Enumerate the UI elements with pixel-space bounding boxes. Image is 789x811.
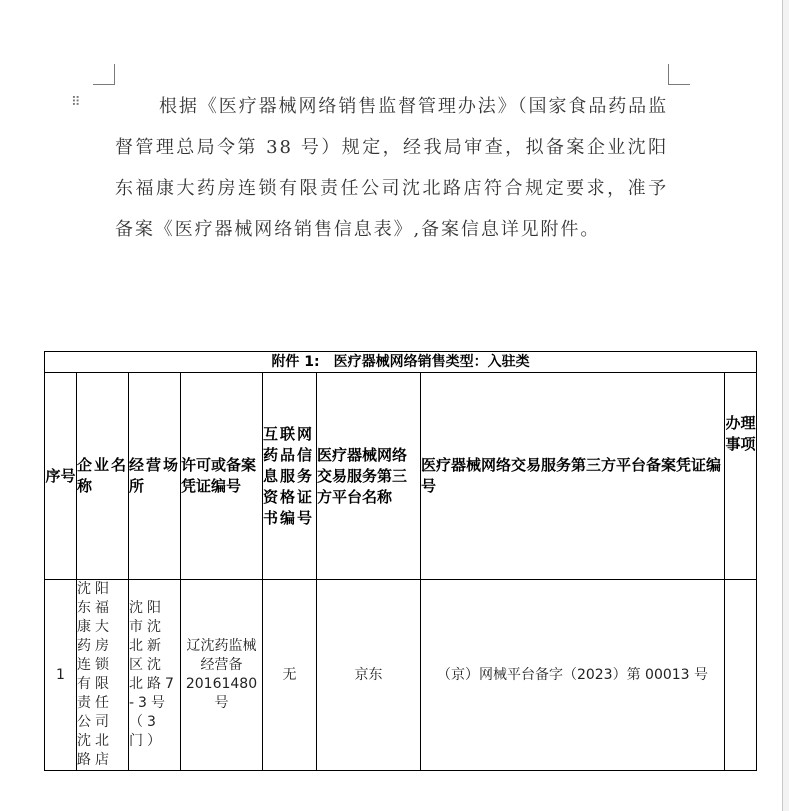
page-edge-shadow: [783, 0, 789, 811]
table-header-row: [45, 373, 757, 580]
cell-license: 辽沈药监械经营备20161480号: [181, 580, 263, 771]
header-platform-cert: 医疗器械网络交易服务第三方平台备案凭证编号: [421, 373, 725, 580]
crop-mark-left-horizontal: [93, 84, 115, 85]
header-company: 企业名称: [77, 373, 129, 580]
header-seq: 序号: [45, 373, 77, 580]
table-row: [45, 580, 757, 771]
filing-info-table: [44, 351, 757, 771]
header-license: 许可或备案凭证编号: [181, 373, 263, 580]
crop-mark-right-horizontal: [668, 84, 690, 85]
header-platform-name: 医疗器械网络交易服务第三方平台名称: [317, 373, 421, 580]
cell-platform-name: 京东: [317, 580, 421, 771]
cell-platform-cert: （京）网械平台备字（2023）第 00013 号: [421, 580, 725, 771]
header-action: 办理事项: [725, 373, 757, 580]
cell-internet-cert: 无: [263, 580, 317, 771]
cell-action: [725, 580, 757, 771]
table-caption-row: [45, 352, 757, 373]
table-caption: 附件 1: 医疗器械网络销售类型：入驻类: [45, 352, 757, 373]
header-internet-cert: 互联网药品信息服务资格证书编号: [263, 373, 317, 580]
cell-seq: 1: [45, 580, 77, 771]
cell-company: 沈阳东福康大药房连锁有限责任公司沈北路店: [77, 580, 129, 771]
crop-mark-right-vertical: [668, 64, 669, 85]
paragraph-drag-handle-icon[interactable]: ⠿: [71, 95, 80, 110]
cell-address: 沈阳市沈北新区沈北路7-3号（3门）: [129, 580, 181, 771]
crop-mark-left-vertical: [114, 64, 115, 85]
header-address: 经营场所: [129, 373, 181, 580]
body-paragraph: 根据《医疗器械网络销售监督管理办法》（国家食品药品监督管理总局令第 38 号）规定，经我局审查，拟备案企业沈阳东福康大药房连锁有限责任公司沈北路店符合规定要求，准予备案《医疗器械网络销售信息表》,备案信息详见附件。: [115, 96, 668, 240]
